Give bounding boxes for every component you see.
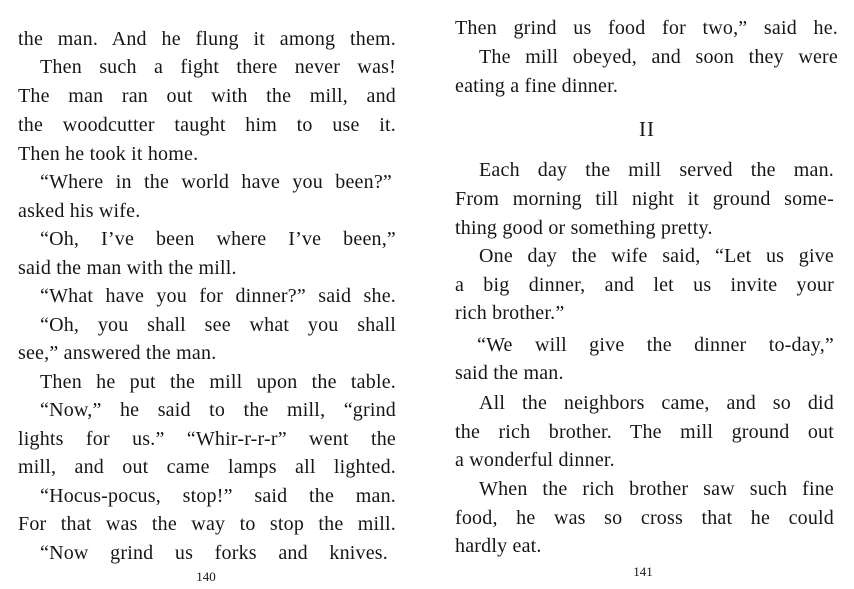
left-line-6: “Where in the world have you been?” [40,171,392,193]
right-line-5: From morning till night it ground some- [455,188,834,210]
right-line-10: “We will give the dinner to-day,” [477,334,834,356]
right-line-1: Then grind us food for two,” said he. [455,17,838,39]
left-line-3: The man ran out with the mill, and [18,85,396,107]
left-line-16: mill, and out came lamps all lighted. [18,456,396,478]
right-line-6: thing good or something pretty. [455,217,713,239]
left-line-7: asked his wife. [18,200,141,222]
left-page-number: 140 [196,569,216,584]
right-line-2: The mill obeyed, and soon they were [479,46,838,68]
right-line-12: All the neighbors came, and so did [479,392,834,414]
left-line-12: see,” answered the man. [18,342,217,364]
right-line-3: eating a fine dinner. [455,75,619,97]
right-line-11: said the man. [455,362,564,384]
left-line-1: the man. And he flung it among them. [18,28,396,50]
left-line-10: “What have you for dinner?” said she. [40,285,396,307]
left-line-15: lights for us.” “Whir-r-r-r” went the [18,428,396,450]
right-line-14: a wonderful dinner. [455,449,615,471]
right-line-13: the rich brother. The mill ground out [455,421,834,443]
left-line-2: Then such a fight there never was! [40,56,396,78]
left-line-14: “Now,” he said to the mill, “grind [40,399,396,421]
right-line-15: When the rich brother saw such fine [479,478,834,500]
section-heading: II [639,117,655,141]
right-line-7: One day the wife said, “Let us give [479,245,834,267]
left-line-13: Then he put the mill upon the table. [40,371,396,393]
left-line-8: “Oh, I’ve been where I’ve been,” [40,228,396,250]
left-line-9: said the man with the mill. [18,257,237,279]
right-line-8: a big dinner, and let us invite your [455,274,834,296]
right-line-9: rich brother.” [455,302,565,324]
right-line-4: Each day the mill served the man. [479,159,834,181]
left-line-18: For that was the way to stop the mill. [18,513,396,535]
right-line-17: hardly eat. [455,535,542,557]
left-line-5: Then he took it home. [18,143,199,165]
right-page [427,0,854,589]
left-line-4: the woodcutter taught him to use it. [18,114,396,136]
right-page-number: 141 [633,564,653,579]
left-line-17: “Hocus-pocus, stop!” said the man. [40,485,396,507]
left-line-19: “Now grind us forks and knives. [40,542,388,564]
left-line-11: “Oh, you shall see what you shall [40,314,396,336]
right-line-16: food, he was so cross that he could [455,507,834,529]
